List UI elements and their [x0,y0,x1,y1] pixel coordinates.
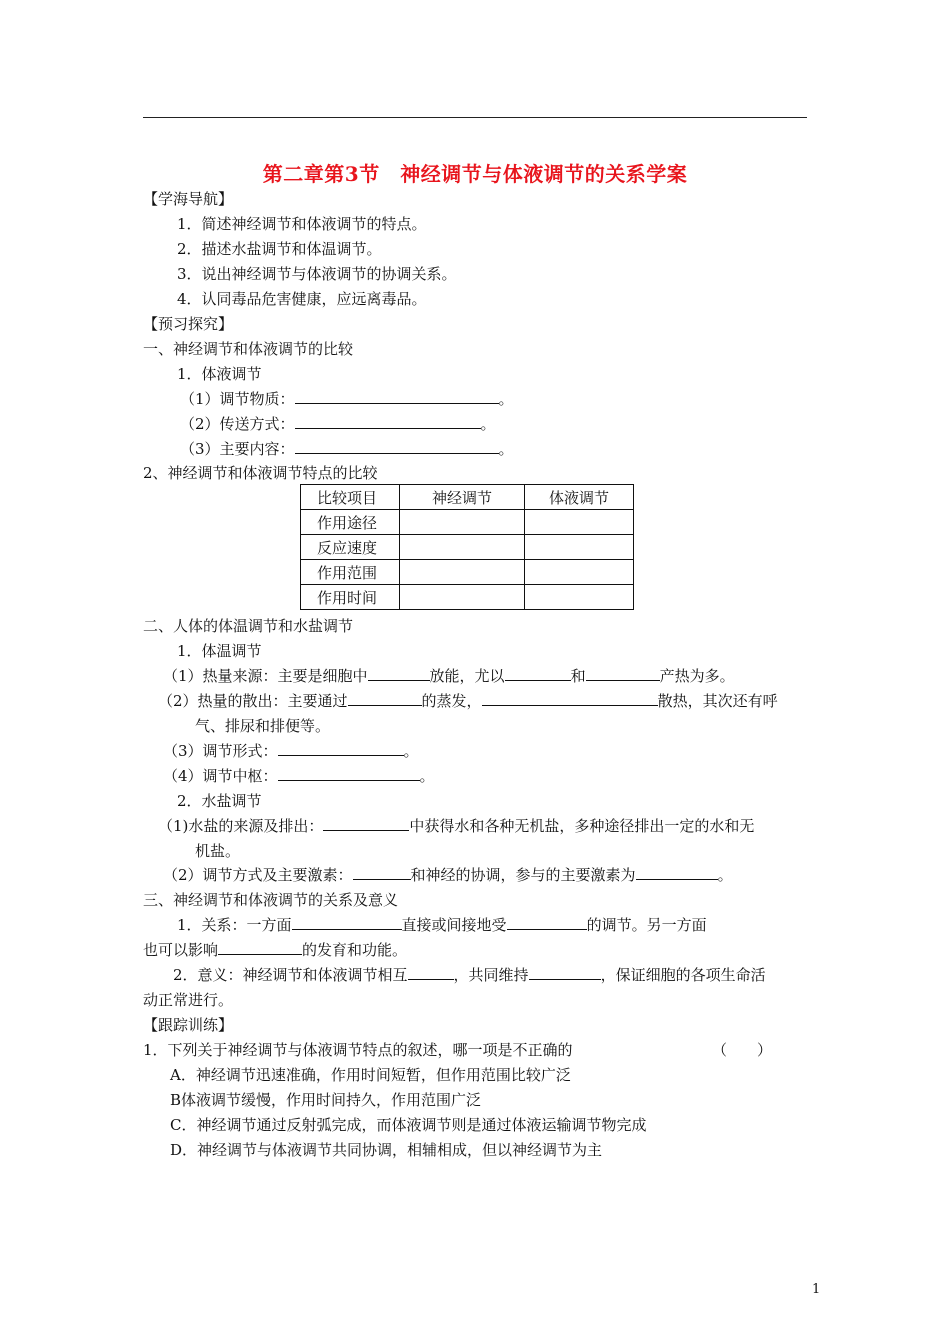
table-row [301,510,634,535]
answer-blank[interactable] [529,964,601,980]
question-line: （2）传送方式： 。 [180,415,496,433]
section-heading-training: 【跟踪训练】 [143,1016,234,1034]
table-answer-cell[interactable] [525,560,634,585]
answer-blank[interactable] [368,665,430,681]
question-line: 2．意义：神经调节和体液调节相互 ，共同维持 ，保证细胞的各项生命活 [173,966,766,984]
answer-blank[interactable] [218,939,302,955]
table-row [301,535,634,560]
answer-blank[interactable] [507,914,587,930]
subheading: 2、神经调节和体液调节特点的比较 [143,464,378,482]
question-line: （4）调节中枢： 。 [163,767,435,785]
guide-item: 1．简述神经调节和体液调节的特点。 [177,215,427,233]
header-rule [143,117,807,118]
question-line: （3）主要内容： 。 [180,440,514,458]
comparison-table [300,484,634,610]
answer-blank[interactable] [278,765,420,781]
answer-blank[interactable] [482,690,658,706]
answer-blank[interactable] [586,665,660,681]
option-d: D．神经调节与体液调节共同协调，相辅相成，但以神经调节为主 [170,1141,603,1159]
answer-blank[interactable] [295,388,499,404]
answer-blank[interactable] [505,665,571,681]
table-answer-cell[interactable] [400,585,525,610]
table-row-label: 作用范围 [301,560,400,585]
question-continuation: 动正常进行。 [143,991,234,1009]
option-a: A．神经调节迅速准确，作用时间短暂，但作用范围比较广泛 [170,1066,571,1084]
subheading: 1．体温调节 [177,642,262,660]
answer-blank[interactable] [353,864,411,880]
subheading: 2．水盐调节 [177,792,262,810]
answer-blank[interactable] [636,864,718,880]
part-three-title: 三、神经调节和体液调节的关系及意义 [143,891,399,909]
answer-blank[interactable] [323,815,409,831]
question-line: （1）热量来源：主要是细胞中 放能，尤以 和 产热为多。 [163,667,735,685]
table-row-label: 作用时间 [301,585,400,610]
table-header-cell: 比较项目 [301,485,400,510]
question-line: 也可以影响 的发育和功能。 [143,941,408,959]
section-heading-guide: 【学海导航】 [143,190,234,208]
table-answer-cell[interactable] [525,585,634,610]
answer-parentheses[interactable]: （ ） [712,1041,773,1059]
question-line: （2）调节方式及主要激素： 和神经的协调，参与的主要激素为 。 [163,866,733,884]
table-header-cell: 神经调节 [400,485,525,510]
question-continuation: 机盐。 [195,842,241,860]
question-line: （1)水盐的来源及排出： 中获得水和各种无机盐，多种途径排出一定的水和无 [158,817,755,835]
table-answer-cell[interactable] [525,510,634,535]
table-answer-cell[interactable] [525,535,634,560]
guide-item: 2．描述水盐调节和体温调节。 [177,240,382,258]
table-header-row [301,485,634,510]
table-row-label: 反应速度 [301,535,400,560]
question-line: （1）调节物质： 。 [180,390,514,408]
option-c: C．神经调节通过反射弧完成，而体液调节则是通过体液运输调节物完成 [170,1116,647,1134]
table-row [301,585,634,610]
table-answer-cell[interactable] [400,535,525,560]
option-b: B体液调节缓慢，作用时间持久，作用范围广泛 [170,1091,482,1109]
part-two-title: 二、人体的体温调节和水盐调节 [143,617,354,635]
question-stem: 1．下列关于神经调节与体液调节特点的叙述，哪一项是不正确的 [143,1041,573,1059]
table-answer-cell[interactable] [400,510,525,535]
section-heading-preview: 【预习探究】 [143,315,234,333]
page-number: 1 [812,1282,821,1297]
page-title: 第二章第3节 神经调节与体液调节的关系学案 [262,162,688,186]
question-line: （2）热量的散出：主要通过 的蒸发， 散热，其次还有呼 [158,692,778,710]
table-row [301,560,634,585]
answer-blank[interactable] [295,438,499,454]
answer-blank[interactable] [408,964,454,980]
guide-item: 4．认同毒品危害健康，应远离毒品。 [177,290,427,308]
table-row-label: 作用途径 [301,510,400,535]
guide-item: 3．说出神经调节与体液调节的协调关系。 [177,265,457,283]
table-header-cell: 体液调节 [525,485,634,510]
answer-blank[interactable] [295,413,481,429]
answer-blank[interactable] [278,740,404,756]
question-continuation: 气、排尿和排便等。 [195,717,331,735]
question-line: 1．关系：一方面 直接或间接地受 的调节。另一方面 [177,916,707,934]
part-one-title: 一、神经调节和体液调节的比较 [143,340,354,358]
question-line: （3）调节形式： 。 [163,742,419,760]
answer-blank[interactable] [348,690,422,706]
answer-blank[interactable] [292,914,402,930]
table-answer-cell[interactable] [400,560,525,585]
subheading: 1．体液调节 [177,365,262,383]
